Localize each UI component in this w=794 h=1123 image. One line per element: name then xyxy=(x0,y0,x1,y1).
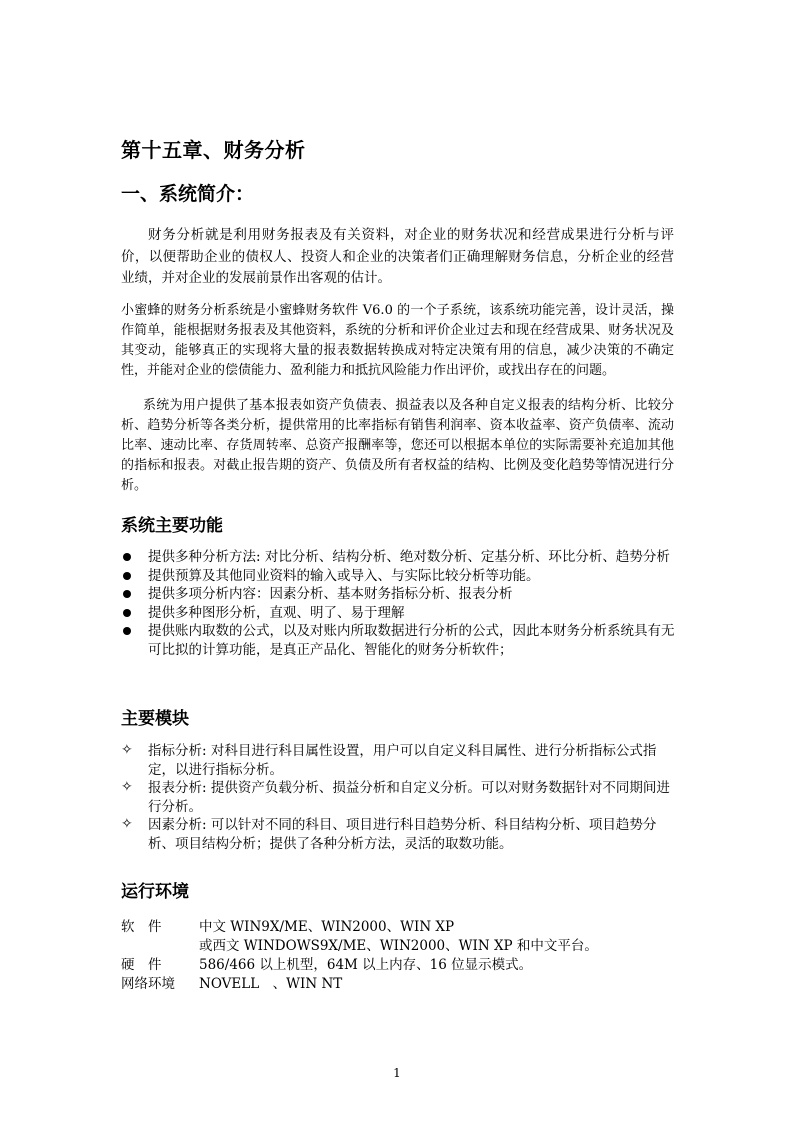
list-item xyxy=(121,585,677,604)
list-item xyxy=(121,622,677,659)
diamond-star-bullet-icon: ✧ xyxy=(121,779,133,795)
chapter-title: 第十五章、财务分析 xyxy=(121,138,306,162)
section-title: 一、系统简介： xyxy=(121,183,255,205)
list-item-text: 指标分析: 对科目进行科目属性设置，用户可以自定义科目属性、进行分析指标公式指定，以进行指标分析。 xyxy=(148,743,657,778)
list-item xyxy=(121,742,677,779)
network-row xyxy=(121,975,681,994)
diamond-star-bullet-icon: ✧ xyxy=(121,742,133,758)
main-modules-heading: 主要模块 xyxy=(121,709,189,729)
hardware-value: 586/466 以上机型，64M 以上内存、16 位显示模式。 xyxy=(199,957,533,973)
software-value-2: 或西文 WINDOWS9X/ME、WIN2000、WIN XP 和中文平台。 xyxy=(199,938,598,954)
features-paragraph: 系统为用户提供了基本报表如资产负债表、损益表以及各种自定义报表的结构分析、比较分析、趋势分析等各类分析，提供常用的比率指标有销售利润率、资本收益率、资产负债率、流动比率、速动比率、存货周转率、总资产报酬率等，您还可以根据本单位的实际需要补充追加其他的指标和报表。对截止报告期的资产、负债及所有者权益的结构、比例及变化趋势等情况进行分析。 xyxy=(121,398,674,493)
list-item xyxy=(121,604,677,623)
hardware-row xyxy=(121,956,681,975)
list-item-text: 提供多种图形分析，直观、明了、易于理解 xyxy=(148,604,405,621)
environment-heading: 运行环境 xyxy=(121,882,189,902)
list-item-text: 提供预算及其他同业资料的输入或导入、与实际比较分析等功能。 xyxy=(148,567,540,584)
list-item-text: 提供多种分析方法: 对比分析、结构分析、绝对数分析、定基分析、环比分析、趋势分析 xyxy=(148,549,670,565)
list-item-text: 报表分析: 提供资产负载分析、损益分析和自定义分析。可以对财务数据针对不同期间进行分析。 xyxy=(148,780,670,815)
main-modules-list xyxy=(121,742,677,853)
hardware-label: 硬 件 xyxy=(121,957,162,973)
environment-table xyxy=(121,918,681,994)
list-item-text: 因素分析: 可以针对不同的科目、项目进行科目趋势分析、科目结构分析、项目趋势分析、项目结构分析；提供了各种分析方法，灵活的取数功能。 xyxy=(148,817,657,852)
main-functions-heading: 系统主要功能 xyxy=(121,516,223,536)
page-number: 1 xyxy=(393,1066,401,1080)
software-row xyxy=(121,918,681,937)
network-label: 网络环境 xyxy=(121,976,175,992)
intro-paragraph: 财务分析就是利用财务报表及有关资料，对企业的财务状况和经营成果进行分析与评价，以便帮助企业的债权人、投资人和企业的决策者们正确理解财务信息，分析企业的经营业绩，并对企业的发展前景作出客观的估计。 xyxy=(121,227,674,286)
list-item xyxy=(121,548,677,567)
main-functions-list xyxy=(121,548,677,659)
software-label: 软 件 xyxy=(121,919,162,935)
software-row-continued xyxy=(121,937,681,956)
list-item-text: 提供账内取数的公式，以及对账内所取数据进行分析的公式，因此本财务分析系统具有无可比拟的计算功能，是真正产品化、智能化的财务分析软件； xyxy=(148,623,675,658)
system-paragraph: 小蜜蜂的财务分析系统是小蜜蜂财务软件 V6.0 的一个子系统，该系统功能完善，设计灵活，操作简单，能根据财务报表及其他资料，系统的分析和评价企业过去和现在经营成果、财务状况及其变动，能够真正的实现将大量的报表数据转换成对特定决策有用的信息，减少决策的不确定性，并能对企业的偿债能力、盈利能力和抵抗风险能力作出评价，或找出存在的问题。 xyxy=(121,303,674,378)
diamond-star-bullet-icon: ✧ xyxy=(121,816,133,832)
list-item xyxy=(121,567,677,586)
list-item xyxy=(121,816,677,853)
network-value: NOVELL 、WIN NT xyxy=(199,976,343,992)
list-item-text: 提供多项分析内容：因素分析、基本财务指标分析、报表分析 xyxy=(148,586,513,602)
software-value: 中文 WIN9X/ME、WIN2000、WIN XP xyxy=(199,919,455,935)
list-item xyxy=(121,779,677,816)
